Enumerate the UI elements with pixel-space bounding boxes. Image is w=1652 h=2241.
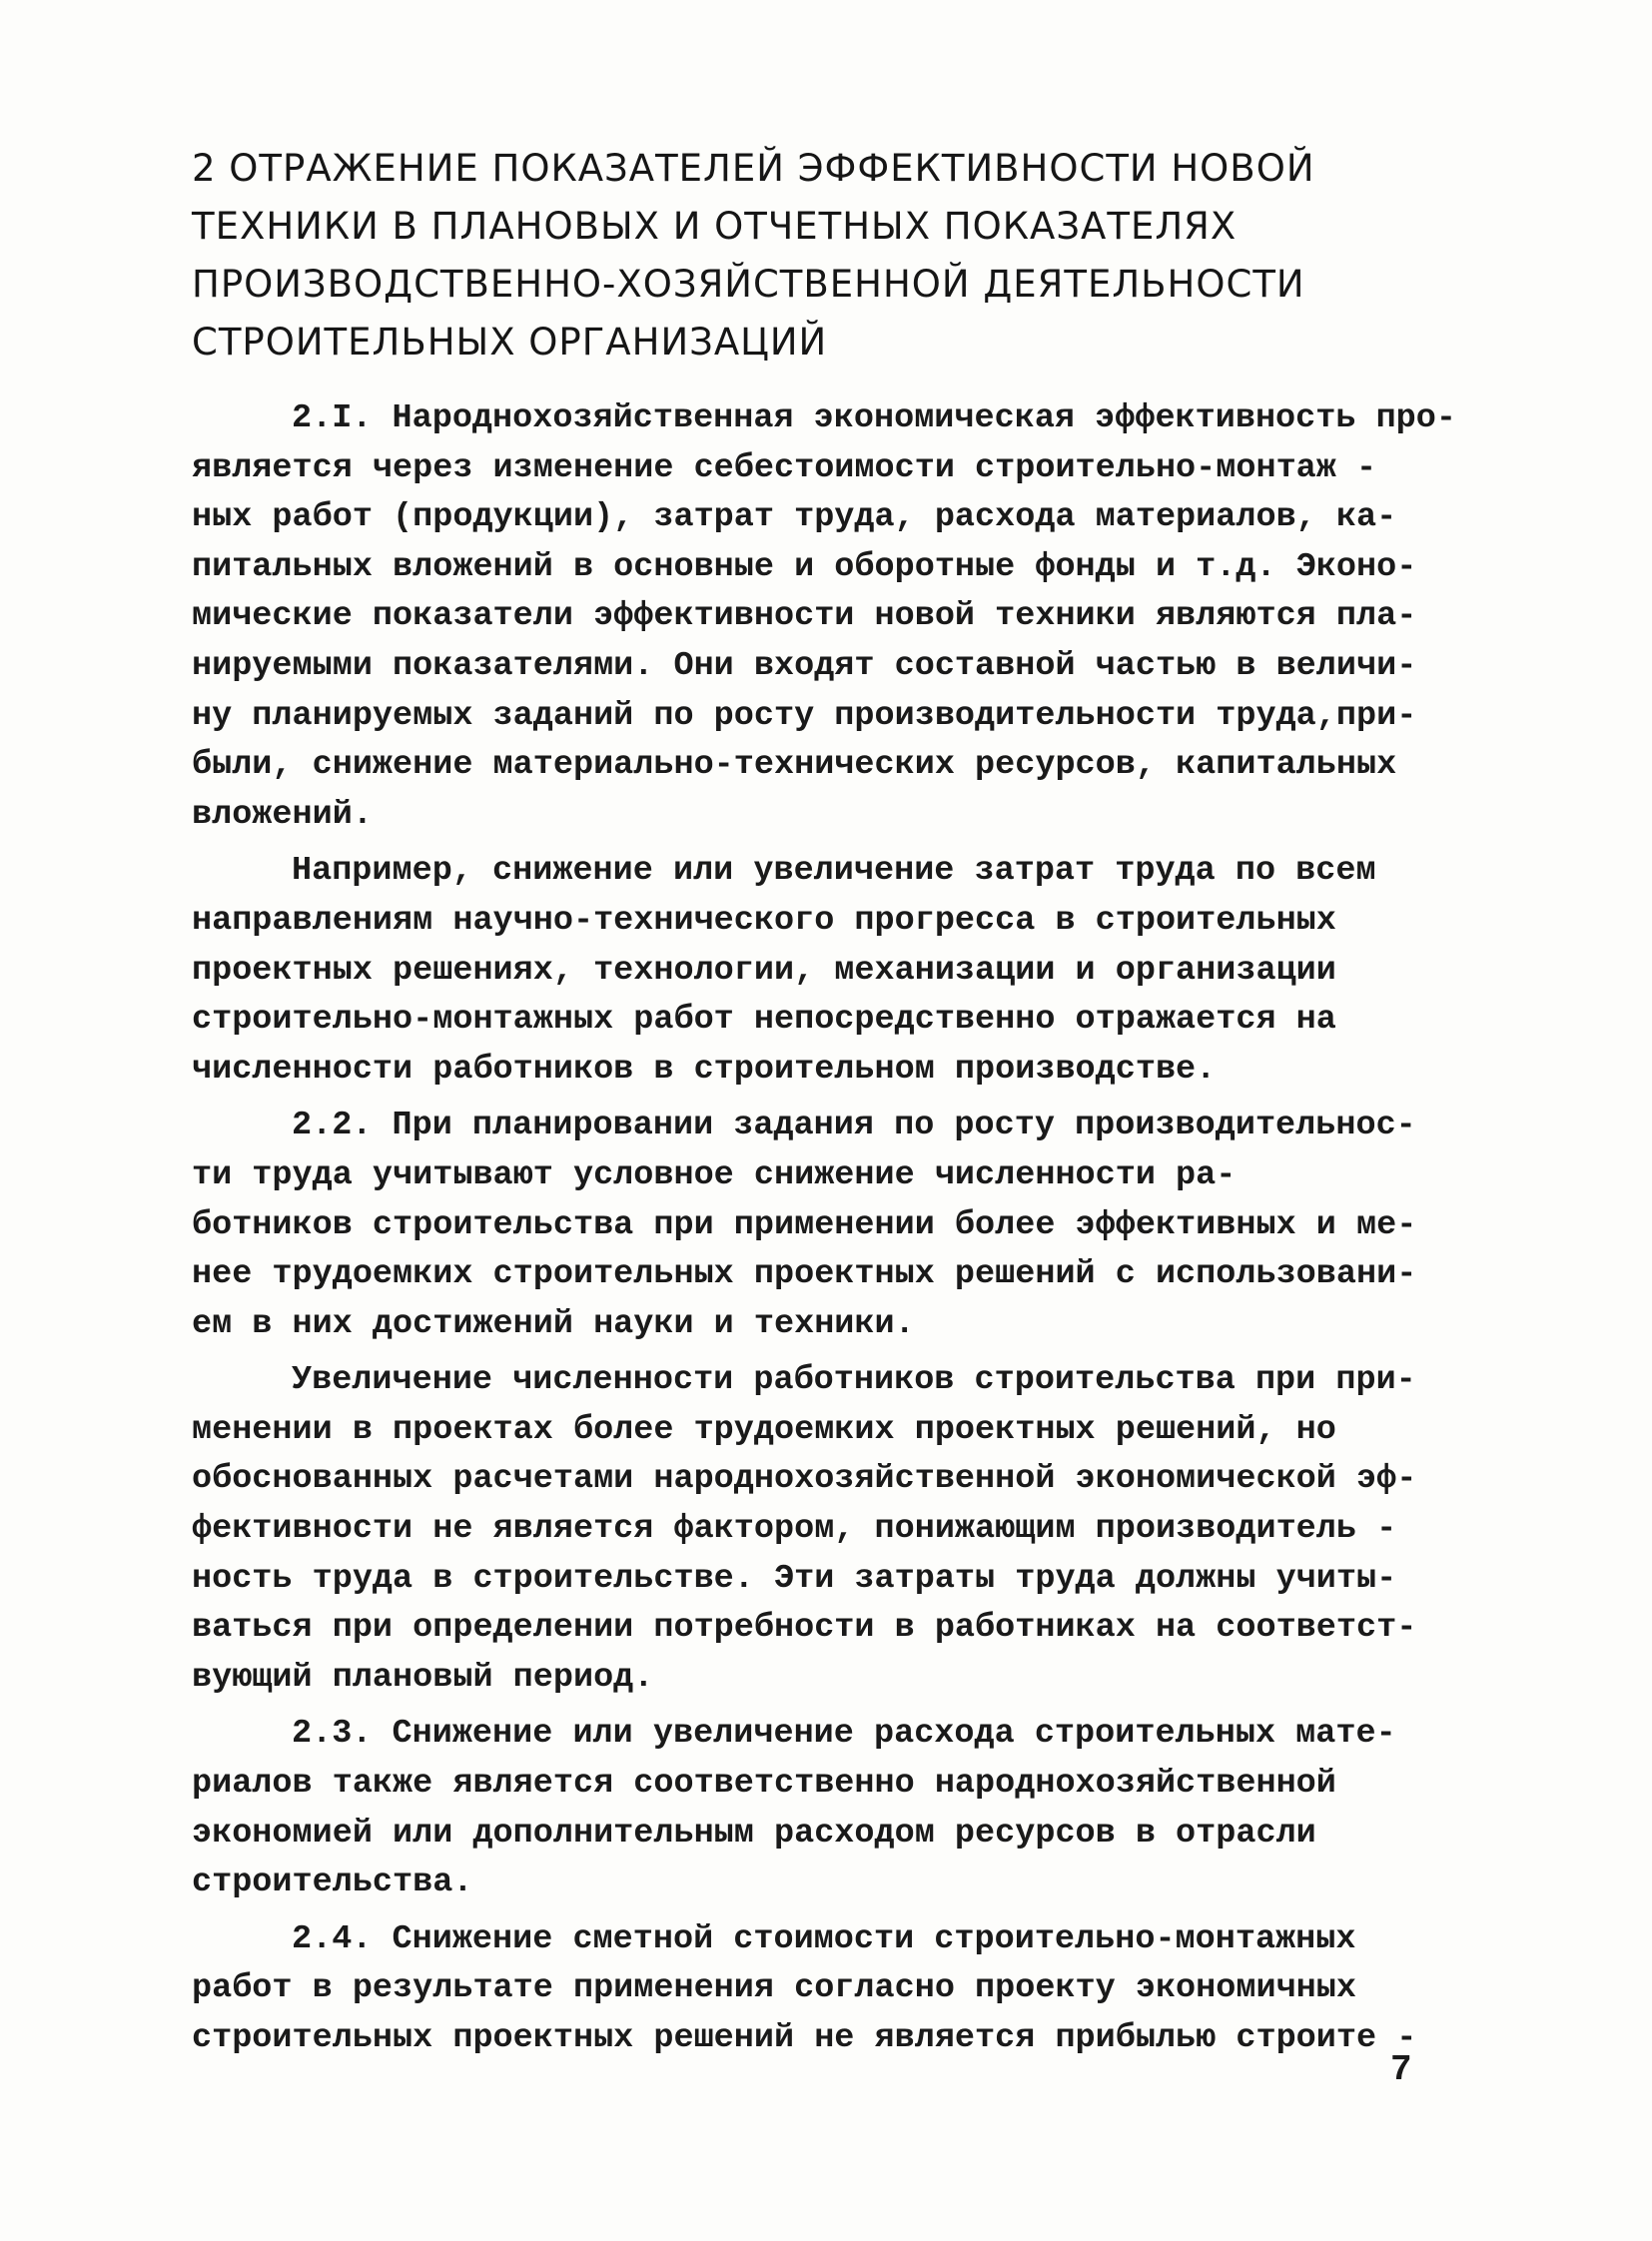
paragraph-2-3 — [192, 1710, 1426, 1907]
text-line: проектных решениях, технологии, механизации и организации — [192, 951, 1336, 990]
text-line: ти труда учитывают условное снижение численности ра- — [192, 1155, 1237, 1194]
text-line: 2.3. Снижение или увеличение расхода строительных мате- — [292, 1715, 1396, 1754]
paragraph-2-1 — [192, 394, 1456, 840]
text-line: 2.2. При планировании задания по росту производительнос- — [292, 1107, 1416, 1145]
text-line: вующий плановый период. — [192, 1658, 654, 1697]
text-line: ботников строительства при применении более эффективных и ме- — [192, 1205, 1417, 1244]
text-line: нируемыми показателями. Они входят составной частью в величи- — [192, 646, 1417, 685]
text-line: 2.4. Снижение сметной стоимости строительно-монтажных — [292, 1919, 1356, 1958]
paragraph-2-4 — [192, 1915, 1426, 2064]
text-line: численности работников в строительном производстве. — [192, 1050, 1217, 1089]
text-line: строительно-монтажных работ непосредственно отражается на — [192, 1001, 1336, 1040]
text-line: строительства. — [192, 1864, 473, 1902]
text-line: менении в проектах более трудоемких проектных решений, но — [192, 1410, 1336, 1449]
paragraph-2-2 — [192, 1102, 1426, 1349]
text-line: ных работ (продукции), затрат труда, расхода материалов, ка- — [192, 498, 1397, 537]
paragraph-increase — [192, 1356, 1426, 1703]
text-line: работ в результате применения согласно проекту экономичных — [192, 1969, 1356, 2008]
section-heading — [192, 140, 1450, 372]
heading-line: СТРОИТЕЛЬНЫХ ОРГАНИЗАЦИЙ — [192, 321, 828, 364]
text-line: Например, снижение или увеличение затрат труда по всем — [292, 852, 1376, 891]
text-line: Увеличение численности работников строительства при при- — [292, 1361, 1416, 1400]
text-line: обоснованных расчетами народнохозяйственной экономической эф- — [192, 1460, 1417, 1499]
page-number: 7 — [1390, 2049, 1412, 2090]
text-line: фективности не является фактором, понижающим производитель - — [192, 1510, 1397, 1549]
body-text — [192, 394, 1456, 2071]
heading-line: ПРОИЗВОДСТВЕННО-ХОЗЯЙСТВЕННОЙ ДЕЯТЕЛЬНОСТИ — [192, 263, 1305, 306]
text-line: является через изменение себестоимости строительно-монтаж - — [192, 448, 1377, 487]
heading-line: ТЕХНИКИ В ПЛАНОВЫХ И ОТЧЕТНЫХ ПОКАЗАТЕЛЯХ — [192, 205, 1238, 248]
text-line: мические показатели эффективности новой техники являются пла- — [192, 597, 1417, 636]
text-line: питальных вложений в основные и оборотные фонды и т.д. Эконо- — [192, 547, 1417, 586]
text-line: ваться при определении потребности в работниках на соответст- — [192, 1609, 1417, 1648]
heading-line: 2 ОТРАЖЕНИЕ ПОКАЗАТЕЛЕЙ ЭФФЕКТИВНОСТИ НОВОЙ — [192, 147, 1315, 190]
text-line: ем в них достижений науки и техники. — [192, 1304, 915, 1343]
text-line: риалов также является соответственно народнохозяйственной — [192, 1765, 1336, 1804]
text-line: нее трудоемких строительных проектных решений с использовани- — [192, 1255, 1417, 1294]
paragraph-example — [192, 847, 1426, 1095]
text-line: строительных проектных решений не является прибылью строите - — [192, 2019, 1417, 2057]
text-line: были, снижение материально-технических ресурсов, капитальных — [192, 746, 1397, 785]
text-line: 2.I. Народнохозяйственная экономическая эффективность про- — [292, 399, 1456, 437]
text-line: направлениям научно-технического прогресса в строительных — [192, 901, 1336, 940]
text-line: экономией или дополнительным расходом ресурсов в отрасли — [192, 1814, 1316, 1853]
text-line: вложений. — [192, 795, 373, 834]
text-line: ность труда в строительстве. Эти затраты труда должны учиты- — [192, 1559, 1397, 1598]
text-line: ну планируемых заданий по росту производительности труда,при- — [192, 696, 1417, 735]
